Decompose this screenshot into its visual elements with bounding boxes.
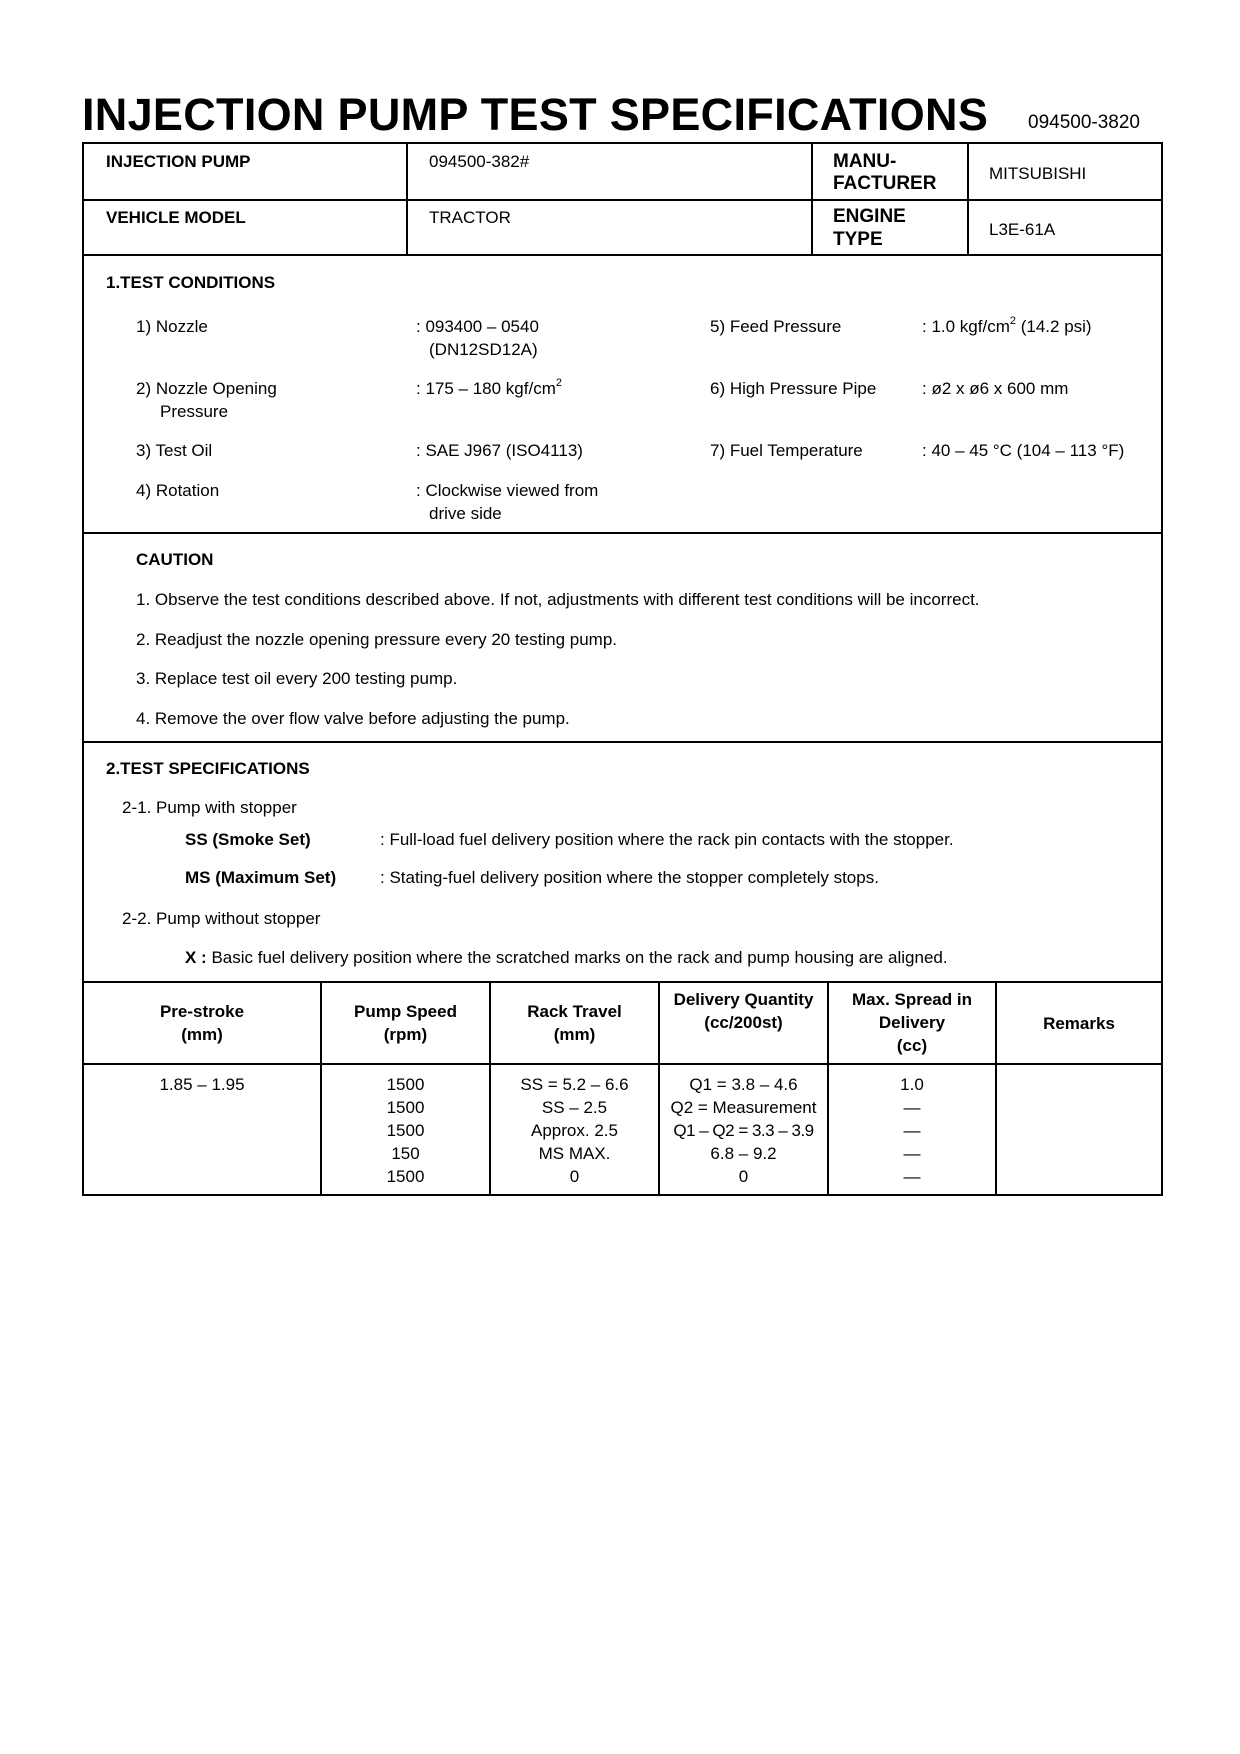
table-cell: Q1 – Q2 = 3.3 – 3.9 [673, 1121, 814, 1140]
feed-pressure-label: 5) Feed Pressure [710, 317, 842, 336]
table-cell: — [903, 1167, 921, 1186]
col-rack-travel [491, 1073, 658, 1188]
injection-pump-label: INJECTION PUMP [106, 152, 251, 171]
nozzle-opening-label-line2: Pressure [160, 402, 229, 421]
x-term: X : [185, 948, 207, 967]
caution-item-2: 2. Readjust the nozzle opening pressure every 20 testing pump. [136, 630, 618, 649]
ss-description: : Full-load fuel delivery position where the rack pin contacts with the stopper. [380, 830, 954, 849]
th-pump-speed: Pump Speed (rpm) [354, 1002, 457, 1044]
pump-without-stopper: 2-2. Pump without stopper [122, 909, 321, 928]
table-cell: 1500 [386, 1075, 425, 1094]
th-remarks: Remarks [1043, 1014, 1115, 1033]
pump-with-stopper: 2-1. Pump with stopper [122, 798, 297, 817]
table-cell: SS = 5.2 – 6.6 [520, 1075, 629, 1094]
th-delivery-quantity: Delivery Quantity (cc/200st) [673, 990, 814, 1032]
nozzle-opening-label-line1: 2) Nozzle Opening [136, 379, 277, 398]
x-definition [185, 946, 948, 969]
test-oil-label: 3) Test Oil [136, 441, 213, 460]
rule-header-col3 [967, 142, 969, 255]
ms-term: MS (Maximum Set) [185, 868, 337, 887]
vehicle-model-value: TRACTOR [429, 208, 511, 227]
nozzle-opening-superscript: 2 [555, 377, 562, 390]
table-cell: 6.8 – 9.2 [710, 1144, 777, 1163]
caution-item-1: 1. Observe the test conditions described above. If not, adjustments with different test conditions will be incorrect. [136, 590, 980, 609]
feed-pressure-value: : 1.0 kgf/$cm^2$ (14.2 psi) [922, 315, 1092, 336]
vehicle-model-label: VEHICLE MODEL [106, 208, 246, 227]
table-cell: 150 [391, 1144, 420, 1163]
table-cell: 0 [569, 1167, 580, 1186]
th-rack-travel: Rack Travel (mm) [527, 1002, 622, 1044]
table-cell: 1500 [386, 1167, 425, 1186]
nozzle-opening-value: : 175 – 180 kgf/$cm^2$ [416, 377, 562, 398]
rule-table-header-end [82, 1063, 1163, 1065]
th-max-spread: Max. Spread in Delivery (cc) [852, 990, 972, 1055]
test-oil-value: : SAE J967 (ISO4113) [416, 441, 583, 460]
document-number: 094500-3820 [1028, 112, 1140, 133]
table-cell: MS MAX. [538, 1144, 611, 1163]
th-pre-stroke: Pre-stroke (mm) [159, 1002, 245, 1044]
rule-conditions-end [82, 532, 1163, 534]
table-cell: 1500 [386, 1121, 425, 1140]
page-title: INJECTION PUMP TEST SPECIFICATIONS [82, 89, 989, 140]
feed-pressure-superscript: 2 [1009, 315, 1016, 328]
rule-header-col2 [811, 142, 813, 255]
manufacturer-value: MITSUBISHI [989, 164, 1087, 183]
high-pressure-pipe-value: : ø2 x ø6 x 600 mm [922, 379, 1069, 398]
nozzle-value-line2: (DN12SD12A) [429, 340, 538, 359]
nozzle-label: 1) Nozzle [136, 317, 208, 336]
col-max-spread [829, 1073, 995, 1188]
engine-type-value: L3E-61A [989, 220, 1056, 239]
rotation-label: 4) Rotation [136, 481, 220, 500]
table-cell: — [903, 1098, 921, 1117]
rule-header-row [82, 199, 1163, 201]
table-cell: 1500 [386, 1098, 425, 1117]
engine-type-label-line2: TYPE [833, 229, 883, 250]
table-cell: — [903, 1121, 921, 1140]
table-cell: 1.0 [900, 1075, 924, 1094]
cell-pre-stroke: 1.85 – 1.95 [159, 1075, 245, 1094]
rule-header-end [82, 254, 1163, 256]
col-pump-speed [322, 1073, 489, 1188]
caution-item-3: 3. Replace test oil every 200 testing pump. [136, 669, 458, 688]
rotation-value-line2: drive side [429, 504, 502, 523]
table-cell: SS – 2.5 [541, 1098, 608, 1117]
caution-heading: CAUTION [136, 550, 214, 569]
manufacturer-label-line1: MANU- [833, 151, 897, 172]
table-cell: 0 [738, 1167, 749, 1186]
table-cell: Q2 = Measurement [670, 1098, 817, 1117]
manufacturer-label-line2: FACTURER [833, 173, 937, 194]
fuel-temperature-value: : 40 – 45 °C (104 – 113 °F) [922, 441, 1125, 460]
ss-term: SS (Smoke Set) [185, 830, 311, 849]
rule-header-col1 [406, 142, 408, 255]
caution-item-4: 4. Remove the over flow valve before adjusting the pump. [136, 709, 570, 728]
test-conditions-heading: 1.TEST CONDITIONS [106, 273, 276, 292]
col-delivery-quantity [660, 1073, 827, 1188]
test-specifications-heading: 2.TEST SPECIFICATIONS [106, 759, 310, 778]
fuel-temperature-label: 7) Fuel Temperature [710, 441, 863, 460]
table-cell: — [903, 1144, 921, 1163]
injection-pump-value: 094500-382# [429, 152, 530, 171]
nozzle-value-line1: : 093400 – 0540 [416, 317, 539, 336]
engine-type-label-line1: ENGINE [833, 206, 906, 227]
rotation-value-line1: : Clockwise viewed from [416, 481, 599, 500]
ms-description: : Stating-fuel delivery position where the stopper completely stops. [380, 868, 879, 887]
rule-specs-end [82, 981, 1163, 983]
table-cell: Approx. 2.5 [531, 1121, 618, 1140]
rule-caution-end [82, 741, 1163, 743]
table-cell: Q1 = 3.8 – 4.6 [689, 1075, 798, 1094]
x-description: Basic fuel delivery position where the scratched marks on the rack and pump housing are aligned. [206, 948, 948, 967]
high-pressure-pipe-label: 6) High Pressure Pipe [710, 379, 877, 398]
